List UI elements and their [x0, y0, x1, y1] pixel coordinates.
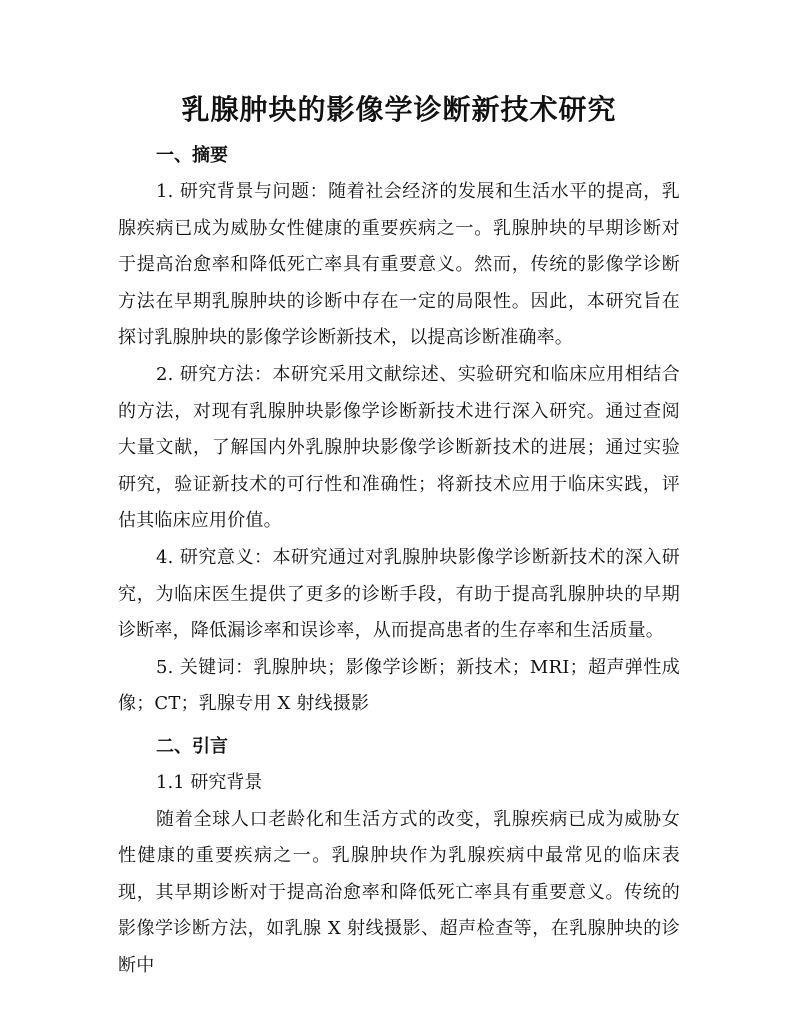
abstract-paragraph-keywords: 5. 关键词：乳腺肿块；影像学诊断；新技术；MRI；超声弹性成像；CT；乳腺专用 X 射线摄影 [118, 656, 680, 715]
subsection-heading-background: 1.1 研究背景 [156, 771, 263, 793]
abstract-paragraph-methods: 2. 研究方法：本研究采用文献综述、实验研究和临床应用相结合的方法，对现有乳腺肿块影像学诊断新技术进行深入研究。通过查阅大量文献，了解国内外乳腺肿块影像学诊断新技术的进展；通过实验研究，验证新技术的可行性和准确性；将新技术应用于临床实践，评估其临床应用价值。 [118, 363, 680, 532]
abstract-paragraph-background: 1. 研究背景与问题：随着社会经济的发展和生活水平的提高，乳腺疾病已成为威胁女性健康的重要疾病之一。乳腺肿块的早期诊断对于提高治愈率和降低死亡率具有重要意义。然而，传统的影像学诊断方法在早期乳腺肿块的诊断中存在一定的局限性。因此，本研究旨在探讨乳腺肿块的影像学诊断新技术，以提高诊断准确率。 [118, 181, 680, 349]
abstract-paragraph-significance: 4. 研究意义：本研究通过对乳腺肿块影像学诊断新技术的深入研究，为临床医生提供了更多的诊断手段，有助于提高乳腺肿块的早期诊断率，降低漏诊率和误诊率，从而提高患者的生存率和生活质量。 [118, 546, 680, 642]
section-heading-intro: 二、引言 [156, 735, 228, 757]
intro-paragraph-background: 随着全球人口老龄化和生活方式的改变，乳腺疾病已成为威胁女性健康的重要疾病之一。乳腺肿块作为乳腺疾病中最常见的临床表现，其早期诊断对于提高治愈率和降低死亡率具有重要意义。传统的影像学诊断方法，如乳腺 X 射线摄影、超声检查等，在乳腺肿块的诊断中 [118, 808, 680, 976]
document-title: 乳腺肿块的影像学诊断新技术研究 [181, 93, 617, 126]
document-page [118, 88, 680, 984]
section-heading-abstract: 一、摘要 [156, 145, 228, 166]
